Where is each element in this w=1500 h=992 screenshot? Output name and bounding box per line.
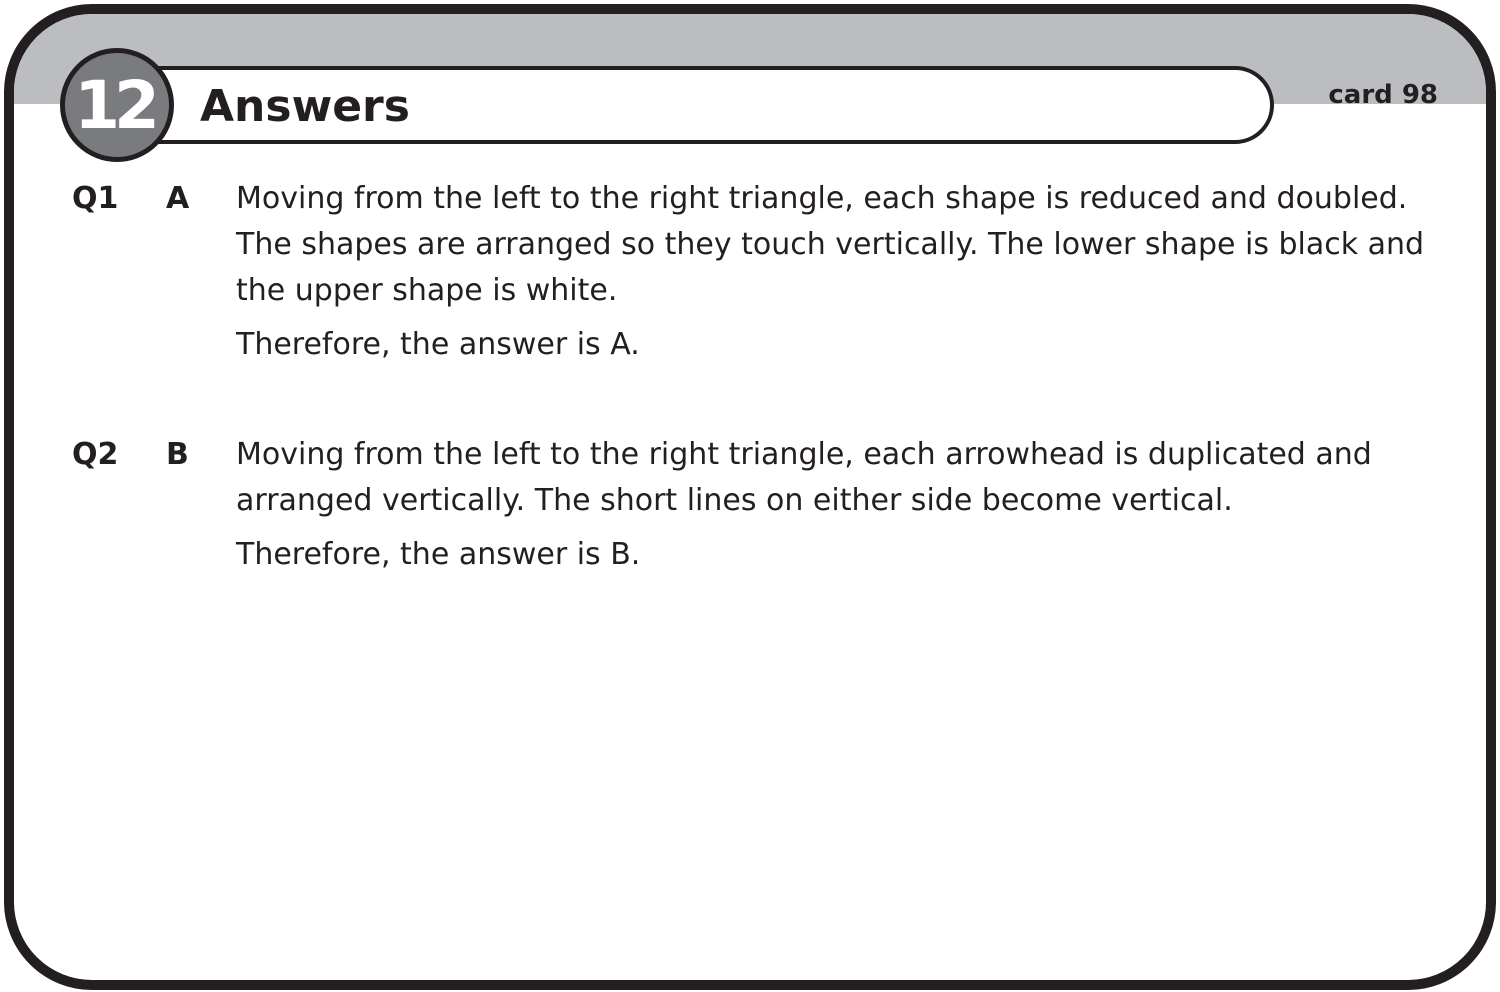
chapter-number: 12 xyxy=(74,66,154,144)
card-number: card 98 xyxy=(1328,80,1438,110)
conclusion-text: Therefore, the answer is A. xyxy=(236,327,640,362)
question-label: Q1 xyxy=(72,181,119,216)
answer-letter: B xyxy=(166,437,189,472)
answer-letter: A xyxy=(166,181,190,216)
explanation-text: Moving from the left to the right triangle, each arrowhead is duplicated and arranged vertically. The short lines on either side become vertical. xyxy=(236,437,1372,518)
page-title: Answers xyxy=(200,81,410,132)
chapter-number-badge xyxy=(60,48,174,162)
answer-explanation xyxy=(236,176,1436,368)
conclusion-text: Therefore, the answer is B. xyxy=(236,537,641,572)
explanation-text: Moving from the left to the right triangle, each shape is reduced and doubled. The shapes are arranged so they touch vertically. The lower shape is black and the upper shape is white. xyxy=(236,181,1425,308)
question-label: Q2 xyxy=(72,437,119,472)
answer-explanation xyxy=(236,432,1436,578)
answer-card xyxy=(4,4,1496,990)
